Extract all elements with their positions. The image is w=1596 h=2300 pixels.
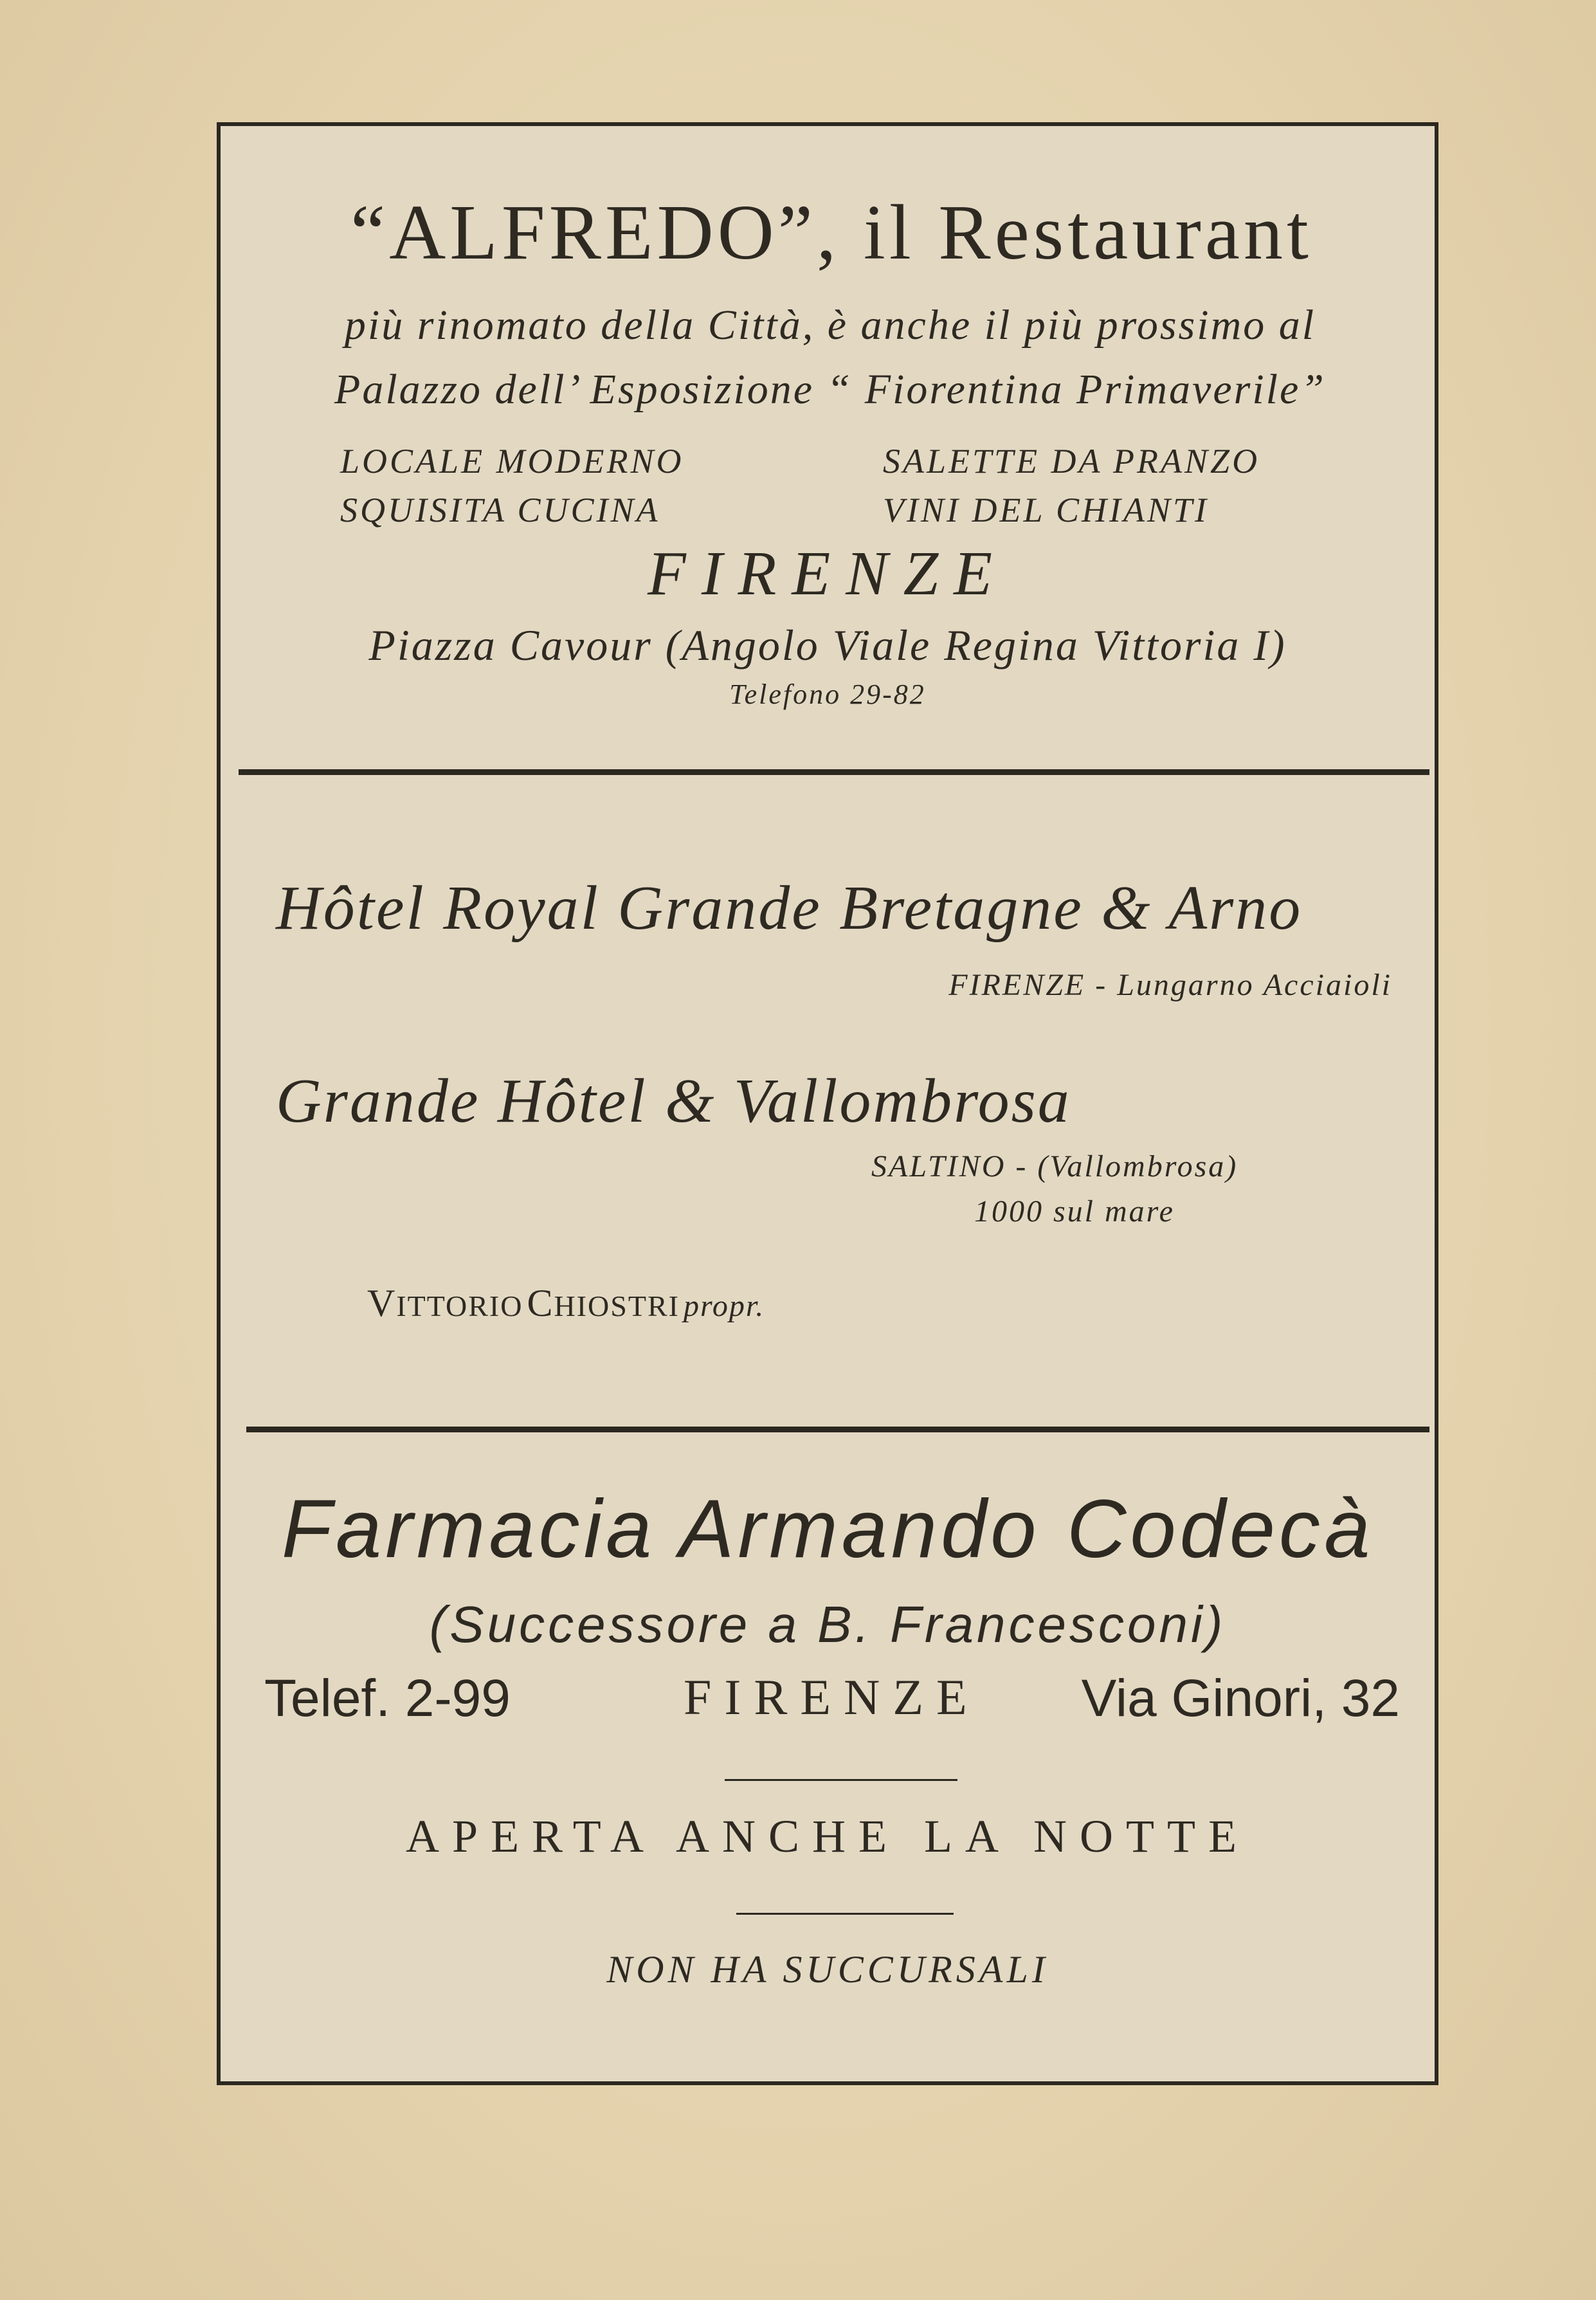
alfredo-ad xyxy=(221,126,1435,776)
alfredo-city: FIRENZE xyxy=(648,539,1008,608)
alfredo-address: Piazza Cavour (Angolo Viale Regina Vittoria I) xyxy=(368,621,1287,670)
pharmacy-street: Via Ginori, 32 xyxy=(1081,1669,1400,1728)
hotel-vallombrosa-name: Grande Hôtel & Vallombrosa xyxy=(276,1066,1071,1136)
alfredo-phone: Telefono 29-82 xyxy=(729,679,926,710)
pharmacy-successor: (Successore a B. Francesconi) xyxy=(429,1596,1226,1653)
pharmacy-open-note: APERTA ANCHE LA NOTTE xyxy=(406,1811,1249,1862)
section-divider-2 xyxy=(246,1427,1429,1432)
owner-first-initial: V xyxy=(367,1282,397,1324)
hotel-vallombrosa-location: SALTINO - (Vallombrosa) xyxy=(871,1149,1238,1183)
hotel-vallombrosa-altitude: 1000 sul mare xyxy=(974,1194,1175,1228)
alfredo-feature-cuisine: SQUISITA CUCINA xyxy=(340,491,660,529)
owner-role: propr. xyxy=(683,1289,765,1323)
hotel-owner xyxy=(367,1281,765,1326)
alfredo-feature-wines: VINI DEL CHIANTI xyxy=(883,491,1210,529)
section-divider-1 xyxy=(239,769,1429,775)
owner-last-rest: HIOSTRI xyxy=(554,1290,680,1322)
pharmacy-rule-2 xyxy=(736,1913,954,1915)
alfredo-feature-modern: LOCALE MODERNO xyxy=(340,442,684,480)
pharmacy-city: FIRENZE xyxy=(684,1669,980,1725)
alfredo-line2: Palazzo dell’ Esposizione “ Fiorentina Primaverile” xyxy=(334,366,1326,413)
alfredo-line1: più rinomato della Città, è anche il più prossimo al xyxy=(344,302,1316,349)
pharmacy-phone: Telef. 2-99 xyxy=(264,1669,511,1728)
alfredo-feature-dining-rooms: SALETTE DA PRANZO xyxy=(883,442,1260,480)
pharmacy-ad xyxy=(221,1433,1435,2083)
owner-first-rest: ITTORIO xyxy=(396,1290,523,1322)
pharmacy-rule-1 xyxy=(725,1779,957,1781)
hotel-royal-location: FIRENZE - Lungarno Acciaioli xyxy=(948,968,1392,1002)
advertisement-frame xyxy=(217,122,1438,2085)
hotel-royal-name: Hôtel Royal Grande Bretagne & Arno xyxy=(276,873,1303,943)
pharmacy-name: Farmacia Armando Codecà xyxy=(281,1483,1374,1575)
owner-last-initial: C xyxy=(527,1282,554,1324)
pharmacy-branches-note: NON HA SUCCURSALI xyxy=(606,1948,1049,1991)
alfredo-headline: “ALFREDO”, il Restaurant xyxy=(350,189,1312,276)
